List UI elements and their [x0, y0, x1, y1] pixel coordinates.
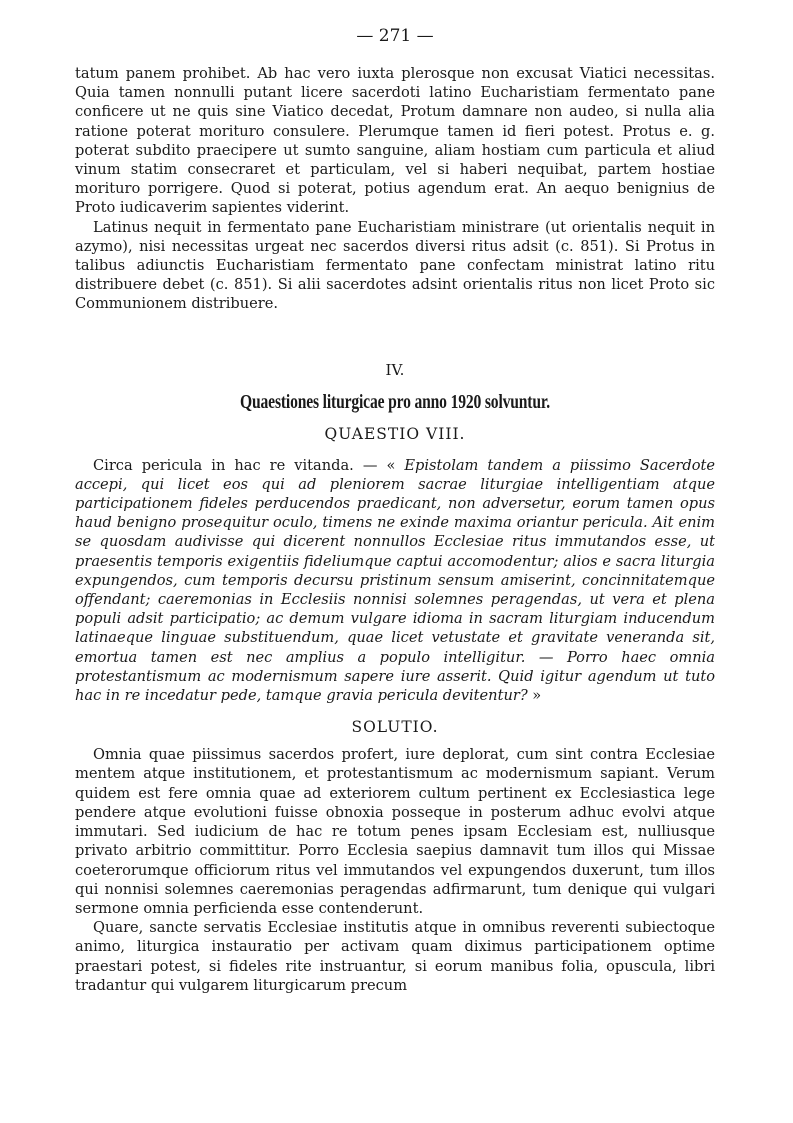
section-title: Quaestiones liturgicae pro anno 1920 solvuntur. — [240, 390, 550, 413]
page-number: — 271 — — [356, 26, 434, 46]
solution-paragraph-2: Quare, sancte servatis Ecclesiae institutis atque in omnibus reverenti subiectoque animo, liturgica instauratio per activam quam diximus participationem optime praestari potest, si fideles rite instruantur, si eorum manibus folia, opuscula, libri tradantur qui vulgarem liturgicarum precum — [75, 919, 715, 994]
question-lead: Circa pericula in hac re vitanda. — « — [93, 456, 405, 474]
section-number: IV. — [385, 360, 405, 379]
body-paragraph-1: tatum panem prohibet. Ab hac vero iuxta plerosque non excusat Viatici necessitas. Quia tamen nonnulli putant licere sacerdoti latino Eucharistiam fermentato pane conficere ut ne quis sine Viatico decedat, Protum damnare non audeo, si nulla alia ratione poterat morituro consulere. Plerumque tamen id fieri potest. Protus e. g. poterat subdito praecipere ut sumto sanguine, aliam hostiam cum particula et aliud vinum statim consecraret et particulam, vel si haberi nequibat, partem hostiae morituro porrigere. Quod si poterat, potius agendum erat. An aequo benignius de Proto iudicaverim sapientes viderint. — [75, 65, 715, 217]
question-paragraph — [75, 456, 715, 706]
question-text: Epistolam tandem a piissimo Sacerdote accepi, qui licet eos qui ad pleniorem sacrae liturgiae intelligentiam atque participationem fideles perducendos praedicant, non adversetur, eorum tamen opus haud benigno prosequitur oculo, timens ne exinde maxima oriantur pericula. Ait enim se quosdam audivisse qui dicerent nonnullos Ecclesiae ritus immutandos esse, ut praesentis temporis exigentiis fideliumque captui accomodentur; alios e sacra liturgia expungendos, cum temporis decursu pristinum sensum amiserint, concinnitatemque offendant; caeremonias in Ecclesiis nonnisi solemnes peragendas, ut vera et plena populi adsit participatio; ac demum vulgare idioma in sacram liturgiam inducendum latinaeque linguae substituendum, quae licet vetustate et gravitate veneranda sit, emortua tamen est nec amplius a populo intelligitur. — Porro haec omnia protestantismum ac modernismum sapere iure asserit. Quid igitur agendum ut tuto hac in re incedatur pede, tamque gravia pericula devitentur? — [75, 456, 715, 705]
document-page — [75, 26, 715, 995]
question-close: » — [527, 687, 542, 705]
body-paragraph-2: Latinus nequit in fermentato pane Eucharistiam ministrare (ut orientalis nequit in azymo), nisi necessitas urgeat nec sacerdos diversi ritus adsit (c. 851). Si Protus in talibus adiunctis Eucharistiam fermentato pane confectam ministrat latino ritu distribuere debet (c. 851). Si alii sacerdotes adsint orientalis ritus non licet Proto sic Communionem distribuere. — [75, 218, 715, 313]
solution-heading: SOLUTIO. — [351, 718, 439, 737]
solution-paragraph-1: Omnia quae piissimus sacerdos profert, iure deplorat, cum sint contra Ecclesiae mentem atque institutionem, et protestantismum ac modernismum sapiant. Verum quidem est fere omnia quae ad exteriorem cultum pertinent ex Ecclesiastica lege pendere atque evolutioni fuisse obnoxia posseque in posterum adhuc evolvi atque immutari. Sed iudicium de hac re totum penes ipsam Ecclesiam est, nulliusque privato arbitrio committitur. Porro Ecclesia saepius damnavit tum illos qui Missae coeterorumque officiorum ritus vel immutandos vel expungendos duxerunt, tum illos qui nonnisi solemnes caeremonias peragendas adfirmarunt, tum denique qui vulgari sermone omnia perficienda esse contenderunt. — [75, 746, 715, 917]
question-heading: QUAESTIO VIII. — [324, 424, 466, 443]
